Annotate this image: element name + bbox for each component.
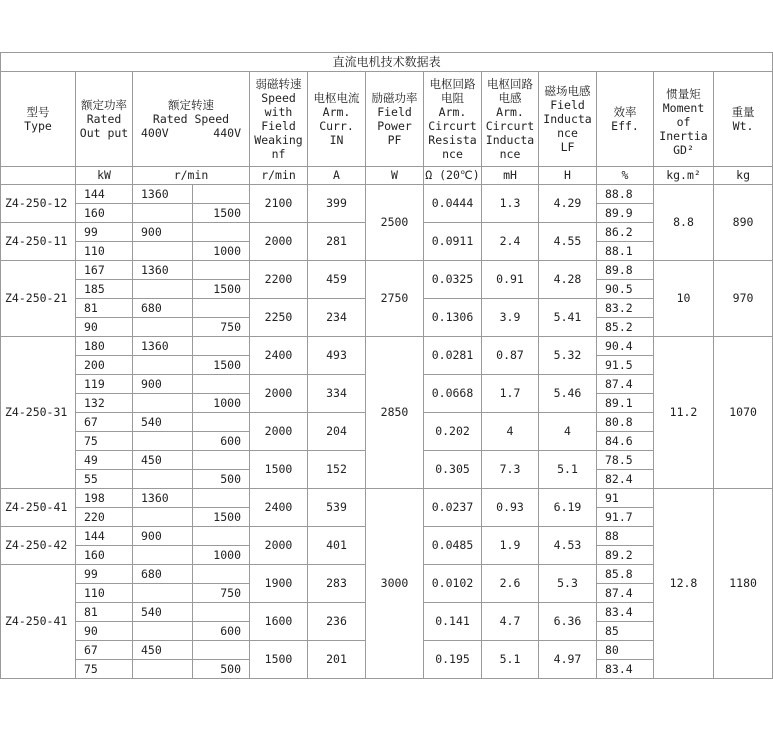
speed-400v-cell [133, 279, 193, 298]
speed-400v-cell [133, 431, 193, 450]
weak-speed-cell: 2400 [250, 488, 308, 526]
model-cell: Z4-250-12 [1, 184, 76, 222]
power-cell: 185 [76, 279, 133, 298]
efficiency-cell: 91.7 [597, 507, 654, 526]
power-cell: 160 [76, 545, 133, 564]
power-cell: 90 [76, 621, 133, 640]
arm-inductance-cell: 1.7 [482, 374, 539, 412]
speed-440v-cell [193, 298, 250, 317]
field-power-cell: 2850 [366, 336, 424, 488]
unit-inertia: kg.m² [654, 166, 714, 184]
header-field-inductance: 磁场电感 Field Inducta nce LF [539, 72, 597, 167]
speed-440v-cell [193, 222, 250, 241]
header-400v: 400V [141, 125, 169, 140]
unit-weak-speed: r/min [250, 166, 308, 184]
speed-440v-cell [193, 412, 250, 431]
current-cell: 493 [308, 336, 366, 374]
model-cell: Z4-250-11 [1, 222, 76, 260]
current-cell: 201 [308, 640, 366, 678]
weak-speed-cell: 2100 [250, 184, 308, 222]
speed-400v-cell: 1360 [133, 184, 193, 203]
power-cell: 160 [76, 203, 133, 222]
power-cell: 67 [76, 640, 133, 659]
speed-440v-cell: 1500 [193, 279, 250, 298]
power-cell: 99 [76, 564, 133, 583]
header-arm-resistance: 电枢回路 电阻 Arm. Circurt Resista nce [424, 72, 482, 167]
model-cell: Z4-250-42 [1, 526, 76, 564]
table-row [1, 336, 773, 355]
table-row [1, 260, 773, 279]
header-rated-speed: 额定转速 Rated Speed 400V 440V [133, 72, 250, 167]
resistance-cell: 0.195 [424, 640, 482, 678]
current-cell: 401 [308, 526, 366, 564]
speed-400v-cell [133, 621, 193, 640]
speed-400v-cell [133, 203, 193, 222]
weak-speed-cell: 2000 [250, 526, 308, 564]
unit-weight: kg [714, 166, 773, 184]
arm-inductance-cell: 0.91 [482, 260, 539, 298]
speed-440v-cell [193, 640, 250, 659]
speed-400v-cell: 1360 [133, 336, 193, 355]
header-rated-power: 额定功率 Rated Out put [76, 72, 133, 167]
arm-inductance-cell: 0.87 [482, 336, 539, 374]
field-inductance-cell: 4.29 [539, 184, 597, 222]
inertia-cell: 8.8 [654, 184, 714, 260]
speed-440v-cell [193, 602, 250, 621]
field-inductance-cell: 6.19 [539, 488, 597, 526]
field-inductance-cell: 5.1 [539, 450, 597, 488]
header-arm-inductance: 电枢回路 电感 Arm. Circurt Inducta nce [482, 72, 539, 167]
speed-400v-cell: 540 [133, 412, 193, 431]
speed-400v-cell [133, 583, 193, 602]
efficiency-cell: 84.6 [597, 431, 654, 450]
arm-inductance-cell: 3.9 [482, 298, 539, 336]
speed-400v-cell [133, 507, 193, 526]
efficiency-cell: 89.2 [597, 545, 654, 564]
speed-440v-cell [193, 184, 250, 203]
efficiency-cell: 88.1 [597, 241, 654, 260]
weight-cell: 890 [714, 184, 773, 260]
power-cell: 110 [76, 241, 133, 260]
speed-440v-cell: 1000 [193, 393, 250, 412]
unit-field-inductance: H [539, 166, 597, 184]
field-inductance-cell: 4.28 [539, 260, 597, 298]
power-cell: 81 [76, 298, 133, 317]
weak-speed-cell: 2200 [250, 260, 308, 298]
current-cell: 234 [308, 298, 366, 336]
inertia-cell: 12.8 [654, 488, 714, 678]
header-arm-current: 电枢电流 Arm. Curr. IN [308, 72, 366, 167]
weight-cell: 1070 [714, 336, 773, 488]
power-cell: 67 [76, 412, 133, 431]
resistance-cell: 0.0325 [424, 260, 482, 298]
efficiency-cell: 91.5 [597, 355, 654, 374]
field-power-cell: 2750 [366, 260, 424, 336]
field-inductance-cell: 4.53 [539, 526, 597, 564]
arm-inductance-cell: 0.93 [482, 488, 539, 526]
power-cell: 81 [76, 602, 133, 621]
efficiency-cell: 89.8 [597, 260, 654, 279]
efficiency-cell: 83.4 [597, 659, 654, 678]
header-weak-speed: 弱磁转速 Speed with Field Weaking nf [250, 72, 308, 167]
unit-arm-inductance: mH [482, 166, 539, 184]
speed-440v-cell: 1500 [193, 203, 250, 222]
weak-speed-cell: 2000 [250, 222, 308, 260]
speed-440v-cell: 1000 [193, 241, 250, 260]
efficiency-cell: 80 [597, 640, 654, 659]
model-cell: Z4-250-31 [1, 336, 76, 488]
motor-data-table [0, 52, 773, 679]
speed-400v-cell [133, 317, 193, 336]
current-cell: 334 [308, 374, 366, 412]
arm-inductance-cell: 4 [482, 412, 539, 450]
speed-440v-cell [193, 374, 250, 393]
power-cell: 75 [76, 431, 133, 450]
unit-power: kW [76, 166, 133, 184]
current-cell: 539 [308, 488, 366, 526]
header-inertia: 惯量矩 Moment of Inertia GD² [654, 78, 714, 166]
weak-speed-cell: 1900 [250, 564, 308, 602]
current-cell: 283 [308, 564, 366, 602]
field-inductance-cell: 5.41 [539, 298, 597, 336]
current-cell: 236 [308, 602, 366, 640]
speed-400v-cell [133, 393, 193, 412]
field-inductance-cell: 4.97 [539, 640, 597, 678]
speed-440v-cell: 1500 [193, 507, 250, 526]
resistance-cell: 0.0237 [424, 488, 482, 526]
header-440v: 440V [213, 125, 241, 140]
field-power-cell: 2500 [366, 184, 424, 260]
speed-440v-cell: 1500 [193, 355, 250, 374]
efficiency-cell: 87.4 [597, 583, 654, 602]
efficiency-cell: 80.8 [597, 412, 654, 431]
efficiency-cell: 82.4 [597, 469, 654, 488]
weight-cell: 1180 [714, 488, 773, 678]
field-inductance-cell: 4 [539, 412, 597, 450]
speed-400v-cell: 680 [133, 564, 193, 583]
speed-400v-cell: 900 [133, 374, 193, 393]
weak-speed-cell: 1500 [250, 640, 308, 678]
efficiency-cell: 85 [597, 621, 654, 640]
field-inductance-cell: 4.55 [539, 222, 597, 260]
arm-inductance-cell: 1.3 [482, 184, 539, 222]
resistance-cell: 0.0485 [424, 526, 482, 564]
power-cell: 75 [76, 659, 133, 678]
weight-cell: 970 [714, 260, 773, 336]
arm-inductance-cell: 2.6 [482, 564, 539, 602]
inertia-cell: 11.2 [654, 336, 714, 488]
efficiency-cell: 88 [597, 526, 654, 545]
weak-speed-cell: 2250 [250, 298, 308, 336]
power-cell: 198 [76, 488, 133, 507]
unit-resistance: Ω (20℃) [425, 168, 480, 182]
speed-440v-cell [193, 450, 250, 469]
model-cell: Z4-250-41 [1, 564, 76, 678]
weak-speed-cell: 2000 [250, 412, 308, 450]
table-title: 直流电机技术数据表 [1, 53, 773, 72]
speed-440v-cell: 750 [193, 583, 250, 602]
unit-field-power: W [366, 166, 424, 184]
efficiency-cell: 86.2 [597, 222, 654, 241]
model-cell: Z4-250-21 [1, 260, 76, 336]
arm-inductance-cell: 5.1 [482, 640, 539, 678]
power-cell: 220 [76, 507, 133, 526]
resistance-cell: 0.0668 [424, 374, 482, 412]
resistance-cell: 0.0102 [424, 564, 482, 602]
power-cell: 167 [76, 260, 133, 279]
current-cell: 204 [308, 412, 366, 450]
power-cell: 200 [76, 355, 133, 374]
weak-speed-cell: 1600 [250, 602, 308, 640]
speed-400v-cell: 1360 [133, 488, 193, 507]
resistance-cell: 0.1306 [424, 298, 482, 336]
header-weight: 重量 Wt. [714, 72, 773, 167]
power-cell: 144 [76, 526, 133, 545]
resistance-cell: 0.202 [424, 412, 482, 450]
speed-400v-cell [133, 355, 193, 374]
field-inductance-cell: 5.32 [539, 336, 597, 374]
speed-400v-cell [133, 545, 193, 564]
speed-400v-cell: 1360 [133, 260, 193, 279]
efficiency-cell: 91 [597, 488, 654, 507]
header-type: 型号 Type [1, 72, 76, 167]
arm-inductance-cell: 2.4 [482, 222, 539, 260]
speed-400v-cell [133, 241, 193, 260]
unit-efficiency: % [597, 166, 654, 184]
header-efficiency: 效率 Eff. [597, 72, 654, 167]
efficiency-cell: 89.9 [597, 203, 654, 222]
speed-440v-cell: 600 [193, 621, 250, 640]
current-cell: 459 [308, 260, 366, 298]
field-inductance-cell: 6.36 [539, 602, 597, 640]
speed-440v-cell: 500 [193, 469, 250, 488]
efficiency-cell: 90.4 [597, 336, 654, 355]
unit-speed: r/min [133, 166, 250, 184]
speed-440v-cell [193, 526, 250, 545]
power-cell: 132 [76, 393, 133, 412]
weak-speed-cell: 2000 [250, 374, 308, 412]
speed-400v-cell [133, 469, 193, 488]
efficiency-cell: 83.2 [597, 298, 654, 317]
resistance-cell: 0.0444 [424, 184, 482, 222]
speed-400v-cell [133, 659, 193, 678]
arm-inductance-cell: 4.7 [482, 602, 539, 640]
efficiency-cell: 78.5 [597, 450, 654, 469]
model-cell: Z4-250-41 [1, 488, 76, 526]
speed-400v-cell: 900 [133, 222, 193, 241]
current-cell: 152 [308, 450, 366, 488]
weak-speed-cell: 2400 [250, 336, 308, 374]
power-cell: 180 [76, 336, 133, 355]
efficiency-cell: 89.1 [597, 393, 654, 412]
unit-current: A [308, 166, 366, 184]
speed-440v-cell: 600 [193, 431, 250, 450]
efficiency-cell: 85.8 [597, 564, 654, 583]
efficiency-cell: 87.4 [597, 374, 654, 393]
power-cell: 90 [76, 317, 133, 336]
arm-inductance-cell: 7.3 [482, 450, 539, 488]
power-cell: 99 [76, 222, 133, 241]
power-cell: 119 [76, 374, 133, 393]
speed-400v-cell: 900 [133, 526, 193, 545]
efficiency-cell: 83.4 [597, 602, 654, 621]
power-cell: 49 [76, 450, 133, 469]
speed-400v-cell: 450 [133, 450, 193, 469]
efficiency-cell: 88.8 [597, 184, 654, 203]
field-inductance-cell: 5.46 [539, 374, 597, 412]
resistance-cell: 0.0281 [424, 336, 482, 374]
speed-400v-cell: 540 [133, 602, 193, 621]
power-cell: 144 [76, 184, 133, 203]
power-cell: 110 [76, 583, 133, 602]
weak-speed-cell: 1500 [250, 450, 308, 488]
table-row [1, 488, 773, 507]
field-power-cell: 3000 [366, 488, 424, 678]
speed-440v-cell: 750 [193, 317, 250, 336]
field-inductance-cell: 5.3 [539, 564, 597, 602]
speed-400v-cell: 680 [133, 298, 193, 317]
efficiency-cell: 90.5 [597, 279, 654, 298]
current-cell: 399 [308, 184, 366, 222]
speed-440v-cell [193, 488, 250, 507]
speed-440v-cell [193, 564, 250, 583]
resistance-cell: 0.141 [424, 602, 482, 640]
power-cell: 55 [76, 469, 133, 488]
current-cell: 281 [308, 222, 366, 260]
table-row [1, 184, 773, 203]
speed-440v-cell [193, 336, 250, 355]
header-field-power: 励磁功率 Field Power PF [366, 72, 424, 167]
resistance-cell: 0.0911 [424, 222, 482, 260]
speed-440v-cell: 500 [193, 659, 250, 678]
speed-440v-cell: 1000 [193, 545, 250, 564]
speed-400v-cell: 450 [133, 640, 193, 659]
arm-inductance-cell: 1.9 [482, 526, 539, 564]
speed-440v-cell [193, 260, 250, 279]
inertia-cell: 10 [654, 260, 714, 336]
efficiency-cell: 85.2 [597, 317, 654, 336]
resistance-cell: 0.305 [424, 450, 482, 488]
